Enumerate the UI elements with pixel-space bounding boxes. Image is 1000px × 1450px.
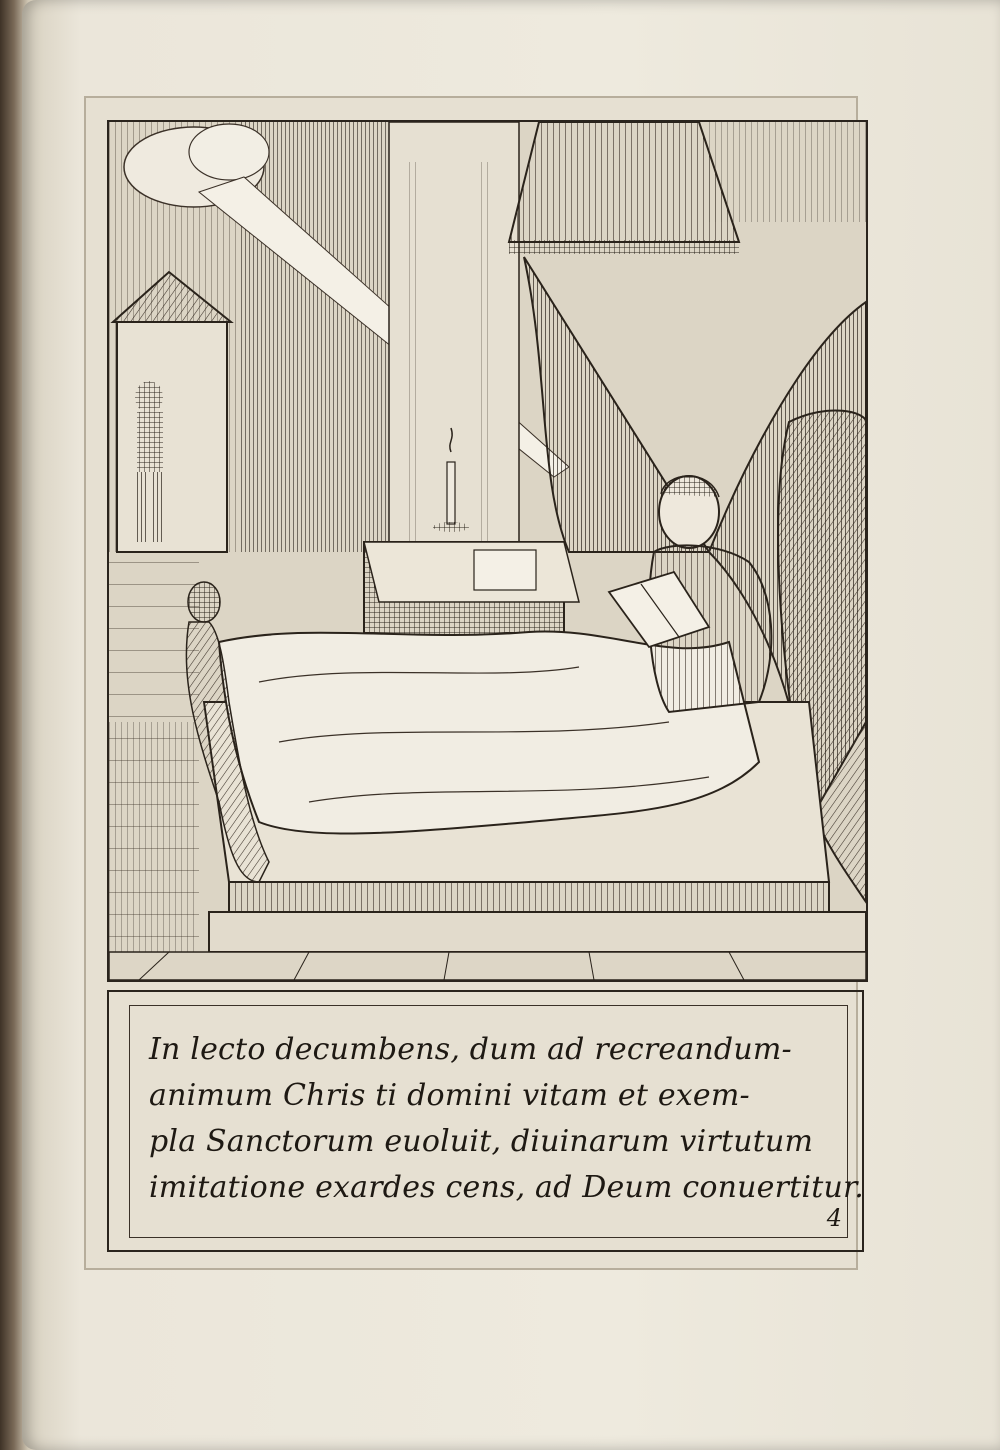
caption-frame bbox=[107, 990, 864, 1252]
caption-line-1: In lecto decumbens, dum ad recreandum- bbox=[149, 1032, 792, 1067]
caption-line-4: imitatione exardes cens, ad Deum conuertitur. bbox=[149, 1170, 864, 1205]
engraving-image bbox=[107, 120, 868, 982]
caption-line-3: pla Sanctorum euoluit, diuinarum virtutum bbox=[149, 1124, 814, 1159]
caption-line-2: animum Chris ti domini vitam et exem- bbox=[149, 1078, 750, 1113]
plate-number: 4 bbox=[826, 1204, 842, 1232]
engraving-illustration bbox=[109, 122, 866, 980]
book-page bbox=[22, 0, 1000, 1450]
